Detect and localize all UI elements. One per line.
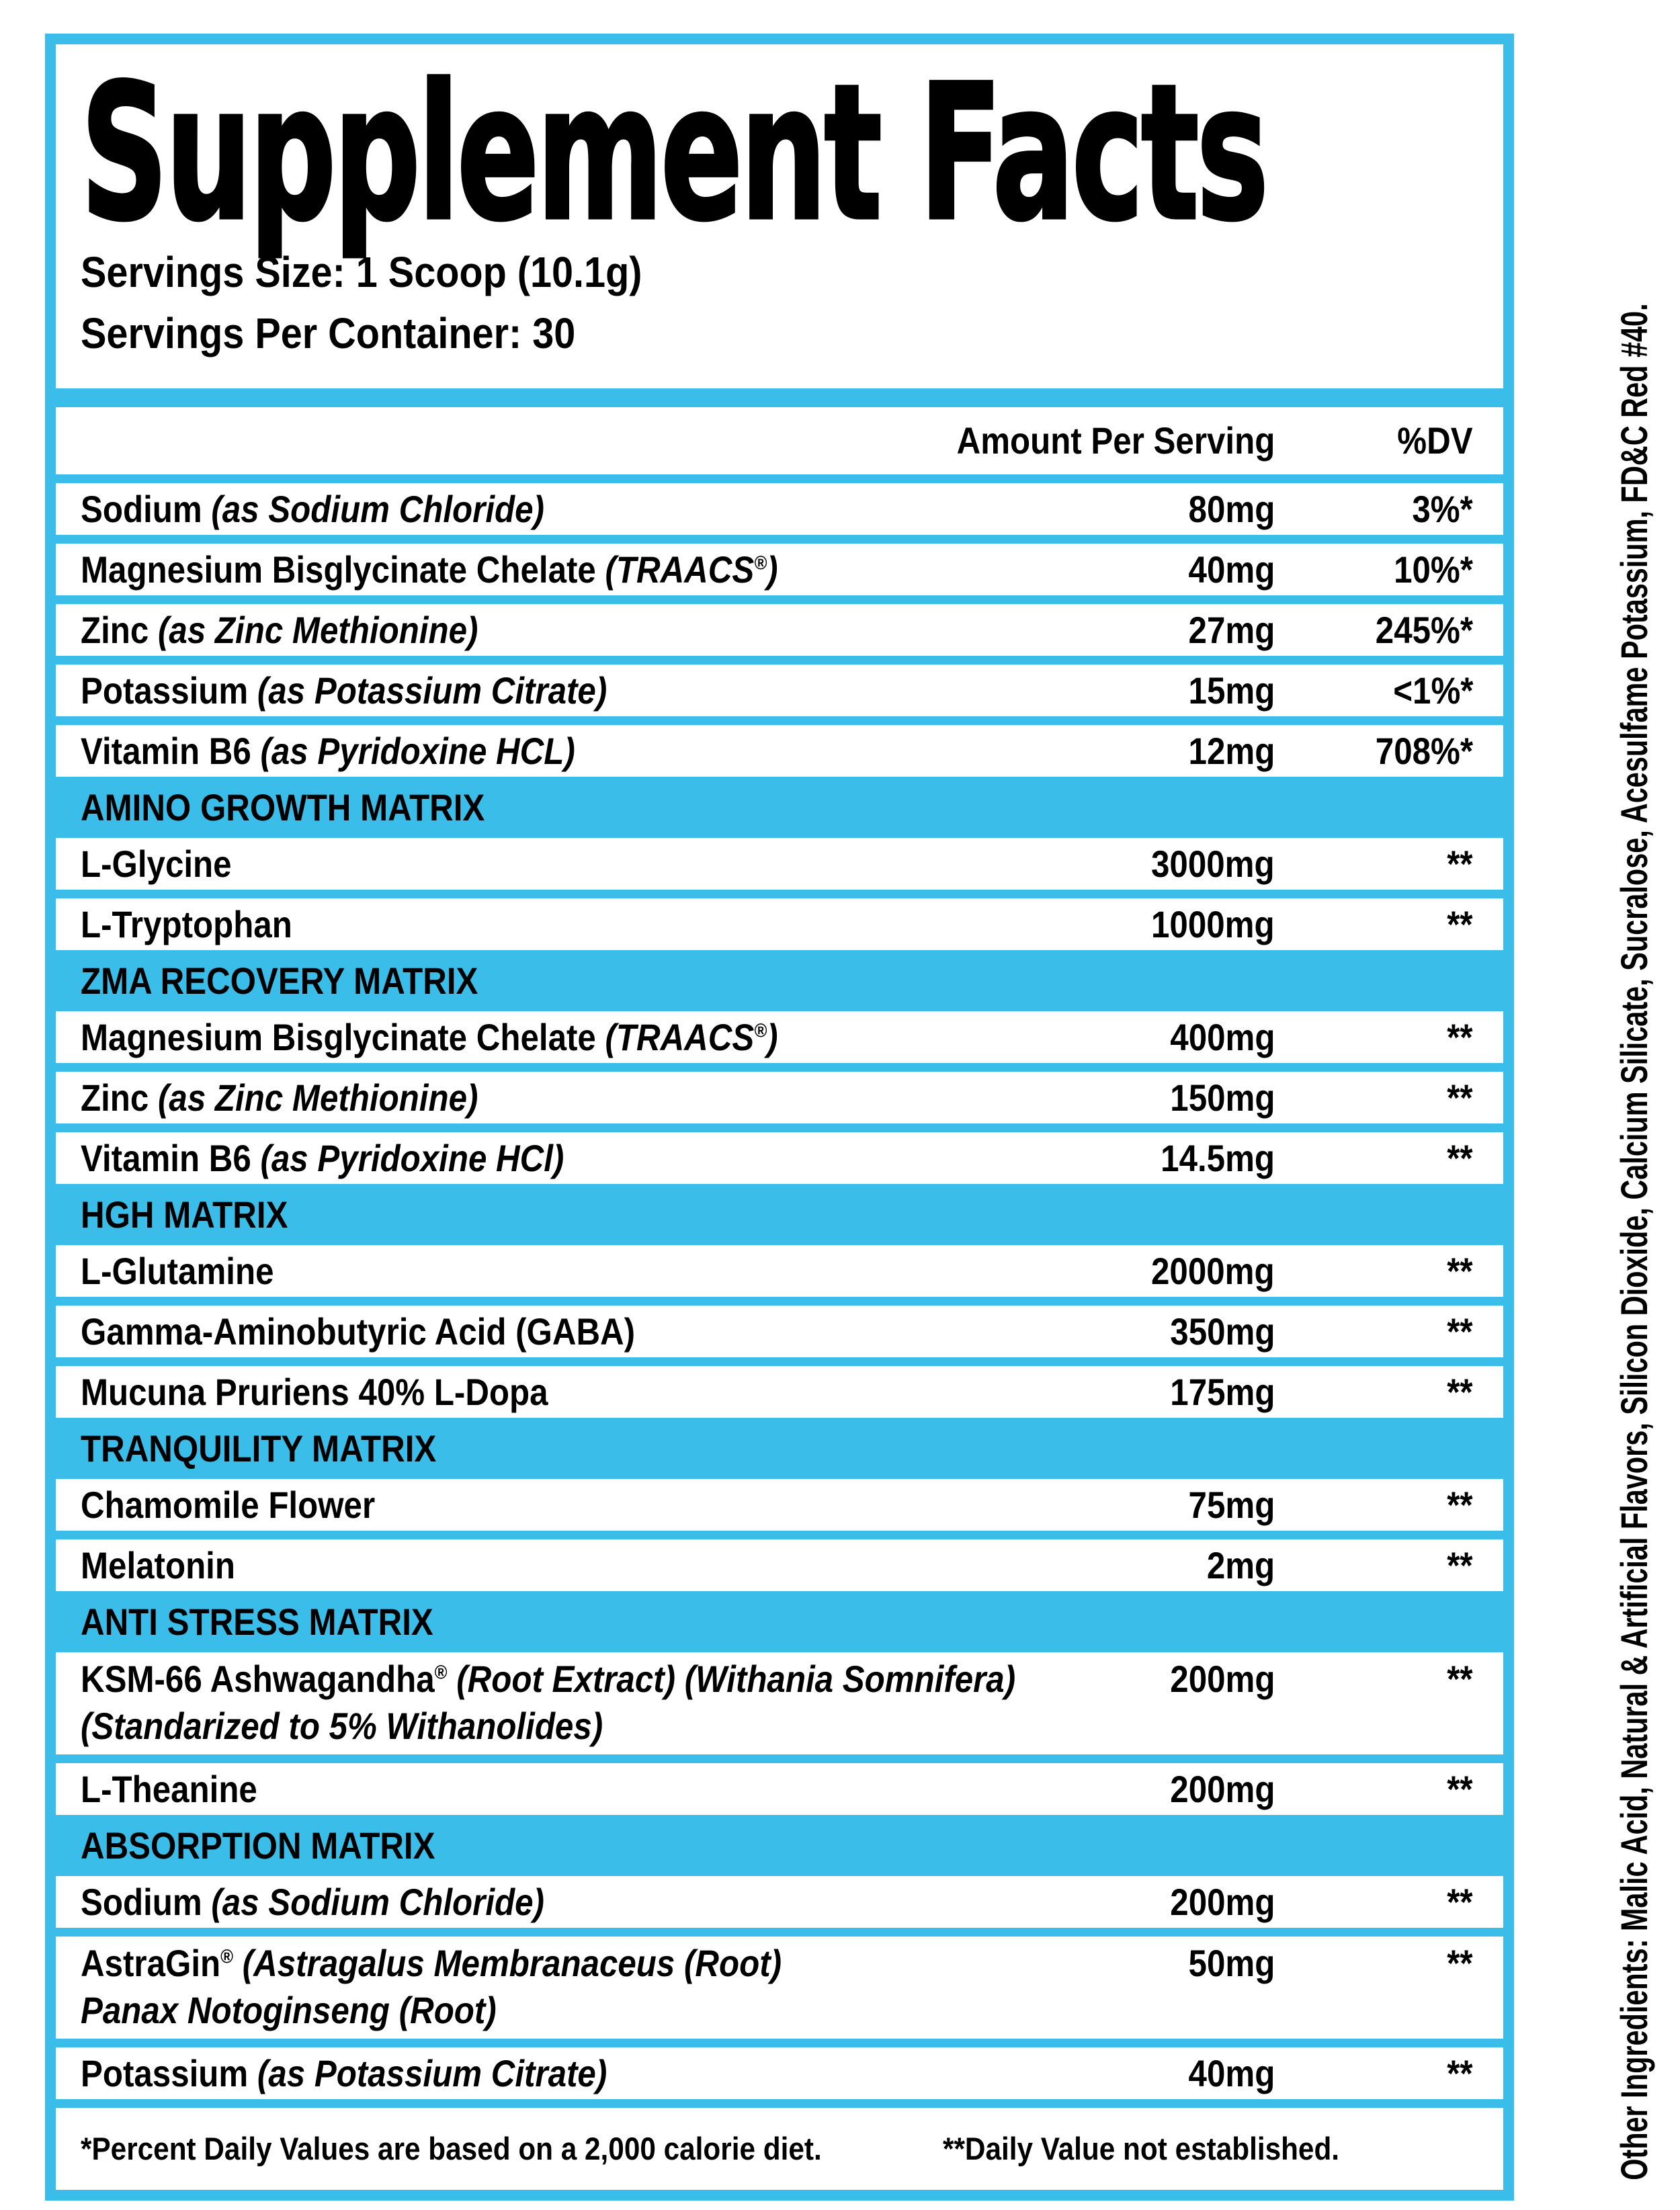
ingredient-name: Chamomile Flower: [81, 1483, 376, 1526]
ingredient-dv: **: [1447, 1015, 1473, 1058]
section-header-row: [56, 959, 1503, 1003]
ingredient-dv: **: [1447, 1310, 1473, 1353]
ingredient-dv: **: [1447, 1249, 1473, 1292]
other-ingredients-vertical-text: Other Ingredients: Malic Acid, Natural & Artificial Flavors, Silicon Dioxide, Calcium Silicate, Sucralose, Acesulfame Potassium, FD&C Red #40.: [1613, 303, 1656, 2181]
ingredient-row: [56, 544, 1503, 595]
section-title: HGH MATRIX: [81, 1193, 288, 1236]
ingredient-amount: 15mg: [1188, 669, 1275, 712]
page-title-text: Supplement Facts: [81, 44, 1267, 262]
ingredient-name: L-Glutamine: [81, 1249, 274, 1292]
ingredient-row: [56, 1652, 1503, 1754]
label-header: [56, 44, 1503, 388]
ingredient-row: [56, 1245, 1503, 1297]
ingredient-name: Magnesium Bisglycinate Chelate (TRAACS®): [81, 548, 778, 591]
ingredient-dv: **: [1447, 1657, 1473, 1700]
ingredient-amount: 1000mg: [1151, 902, 1275, 945]
serving-size-line: Servings Size: 1 Scoop (10.1g): [81, 247, 642, 296]
ingredient-row: [56, 1132, 1503, 1184]
ingredient-amount: 200mg: [1169, 1657, 1275, 1700]
ingredient-row: [56, 838, 1503, 890]
ingredient-row: [56, 483, 1503, 535]
ingredient-amount: 2mg: [1206, 1543, 1275, 1586]
ingredient-name: Potassium (as Potassium Citrate): [81, 669, 607, 712]
ingredient-name: Sodium (as Sodium Chloride): [81, 1880, 544, 1923]
ingredient-dv: 245%*: [1375, 608, 1473, 651]
footnote-row: [56, 2108, 1503, 2190]
ingredient-dv: **: [1447, 1483, 1473, 1526]
ingredient-amount: 80mg: [1188, 487, 1275, 530]
ingredient-name: Potassium (as Potassium Citrate): [81, 2051, 607, 2094]
ingredient-name: L-Theanine: [81, 1767, 257, 1810]
ingredient-row: [56, 665, 1503, 716]
ingredient-dv: <1%*: [1392, 669, 1473, 712]
ingredient-amount: 175mg: [1169, 1370, 1275, 1413]
ingredient-row: [56, 1763, 1503, 1815]
section-title: ABSORPTION MATRIX: [81, 1824, 435, 1867]
label-frame: [45, 34, 1514, 2201]
ingredient-amount: 12mg: [1188, 729, 1275, 772]
ingredient-row: [56, 1011, 1503, 1063]
ingredient-name: Zinc (as Zinc Methionine): [81, 1076, 478, 1119]
section-title: AMINO GROWTH MATRIX: [81, 785, 485, 828]
ingredient-name: Sodium (as Sodium Chloride): [81, 487, 544, 530]
ingredient-name: AstraGin® (Astragalus Membranaceus (Root) Panax Notoginseng (Root): [81, 1941, 782, 2031]
ingredient-row: [56, 2047, 1503, 2099]
section-header-row: [56, 785, 1503, 829]
ingredient-dv: 708%*: [1375, 729, 1473, 772]
ingredient-dv: 10%*: [1394, 548, 1473, 591]
ingredient-name: Gamma-Aminobutyric Acid (GABA): [81, 1310, 636, 1353]
ingredient-amount: 40mg: [1188, 548, 1275, 591]
footnote-text: [81, 2130, 1473, 2167]
ingredient-row: [56, 1937, 1503, 2039]
ingredient-amount: 50mg: [1188, 1941, 1275, 1984]
ingredient-row: [56, 1539, 1503, 1591]
ingredient-name: Magnesium Bisglycinate Chelate (TRAACS®): [81, 1015, 778, 1058]
ingredient-amount: 350mg: [1169, 1310, 1275, 1353]
ingredient-row: [56, 1072, 1503, 1123]
facts-table: [56, 388, 1503, 2190]
ingredient-name: Zinc (as Zinc Methionine): [81, 608, 478, 651]
rows-container: [56, 483, 1503, 2099]
ingredient-name: L-Tryptophan: [81, 902, 292, 945]
ingredient-amount: 14.5mg: [1161, 1136, 1275, 1179]
ingredient-name: L-Glycine: [81, 842, 232, 885]
ingredient-dv: **: [1447, 1543, 1473, 1586]
ingredient-dv: 3%*: [1412, 487, 1473, 530]
ingredient-row: [56, 604, 1503, 656]
ingredient-dv: **: [1447, 1076, 1473, 1119]
ingredient-row: [56, 1306, 1503, 1357]
amount-column-header: Amount Per Serving: [956, 419, 1275, 462]
ingredient-dv: **: [1447, 2051, 1473, 2094]
ingredient-dv: **: [1447, 1767, 1473, 1810]
ingredient-amount: 400mg: [1169, 1015, 1275, 1058]
ingredient-amount: 75mg: [1188, 1483, 1275, 1526]
ingredient-dv: **: [1447, 842, 1473, 885]
section-header-row: [56, 1824, 1503, 1867]
ingredient-dv: **: [1447, 902, 1473, 945]
ingredient-name: Vitamin B6 (as Pyridoxine HCL): [81, 729, 575, 772]
ingredient-name: Mucuna Pruriens 40% L-Dopa: [81, 1370, 548, 1413]
ingredient-row: [56, 1876, 1503, 1928]
page-title: [81, 44, 1473, 262]
ingredient-amount: 3000mg: [1151, 842, 1275, 885]
ingredient-amount: 200mg: [1169, 1767, 1275, 1810]
section-title: ANTI STRESS MATRIX: [81, 1600, 433, 1643]
ingredient-name: KSM-66 Ashwagandha® (Root Extract) (Withania Somnifera) (Standarized to 5% Withanolides): [81, 1657, 1016, 1747]
ingredient-name: Melatonin: [81, 1543, 235, 1586]
servings-per-container-line: Servings Per Container: 30: [81, 308, 576, 357]
ingredient-dv: **: [1447, 1136, 1473, 1179]
ingredient-amount: 27mg: [1188, 608, 1275, 651]
ingredient-amount: 2000mg: [1151, 1249, 1275, 1292]
section-header-row: [56, 1193, 1503, 1236]
ingredient-dv: **: [1447, 1370, 1473, 1413]
ingredient-amount: 150mg: [1169, 1076, 1275, 1119]
section-header-row: [56, 1600, 1503, 1644]
ingredient-row: [56, 1366, 1503, 1418]
ingredient-row: [56, 898, 1503, 950]
ingredient-row: [56, 725, 1503, 777]
footnote-dv-note: *Percent Daily Values are based on a 2,000 calorie diet.: [81, 2131, 822, 2167]
footnote-established-note: **Daily Value not established.: [943, 2131, 1340, 2167]
ingredient-dv: **: [1447, 1941, 1473, 1984]
ingredient-row: [56, 1479, 1503, 1531]
ingredient-amount: 200mg: [1169, 1880, 1275, 1923]
ingredient-dv: **: [1447, 1880, 1473, 1923]
ingredient-name: Vitamin B6 (as Pyridoxine HCl): [81, 1136, 564, 1179]
section-header-row: [56, 1427, 1503, 1470]
ingredient-amount: 40mg: [1188, 2051, 1275, 2094]
section-title: TRANQUILITY MATRIX: [81, 1427, 437, 1470]
dv-column-header: %DV: [1397, 419, 1473, 462]
column-header-row: [56, 407, 1503, 474]
section-title: ZMA RECOVERY MATRIX: [81, 959, 478, 1002]
